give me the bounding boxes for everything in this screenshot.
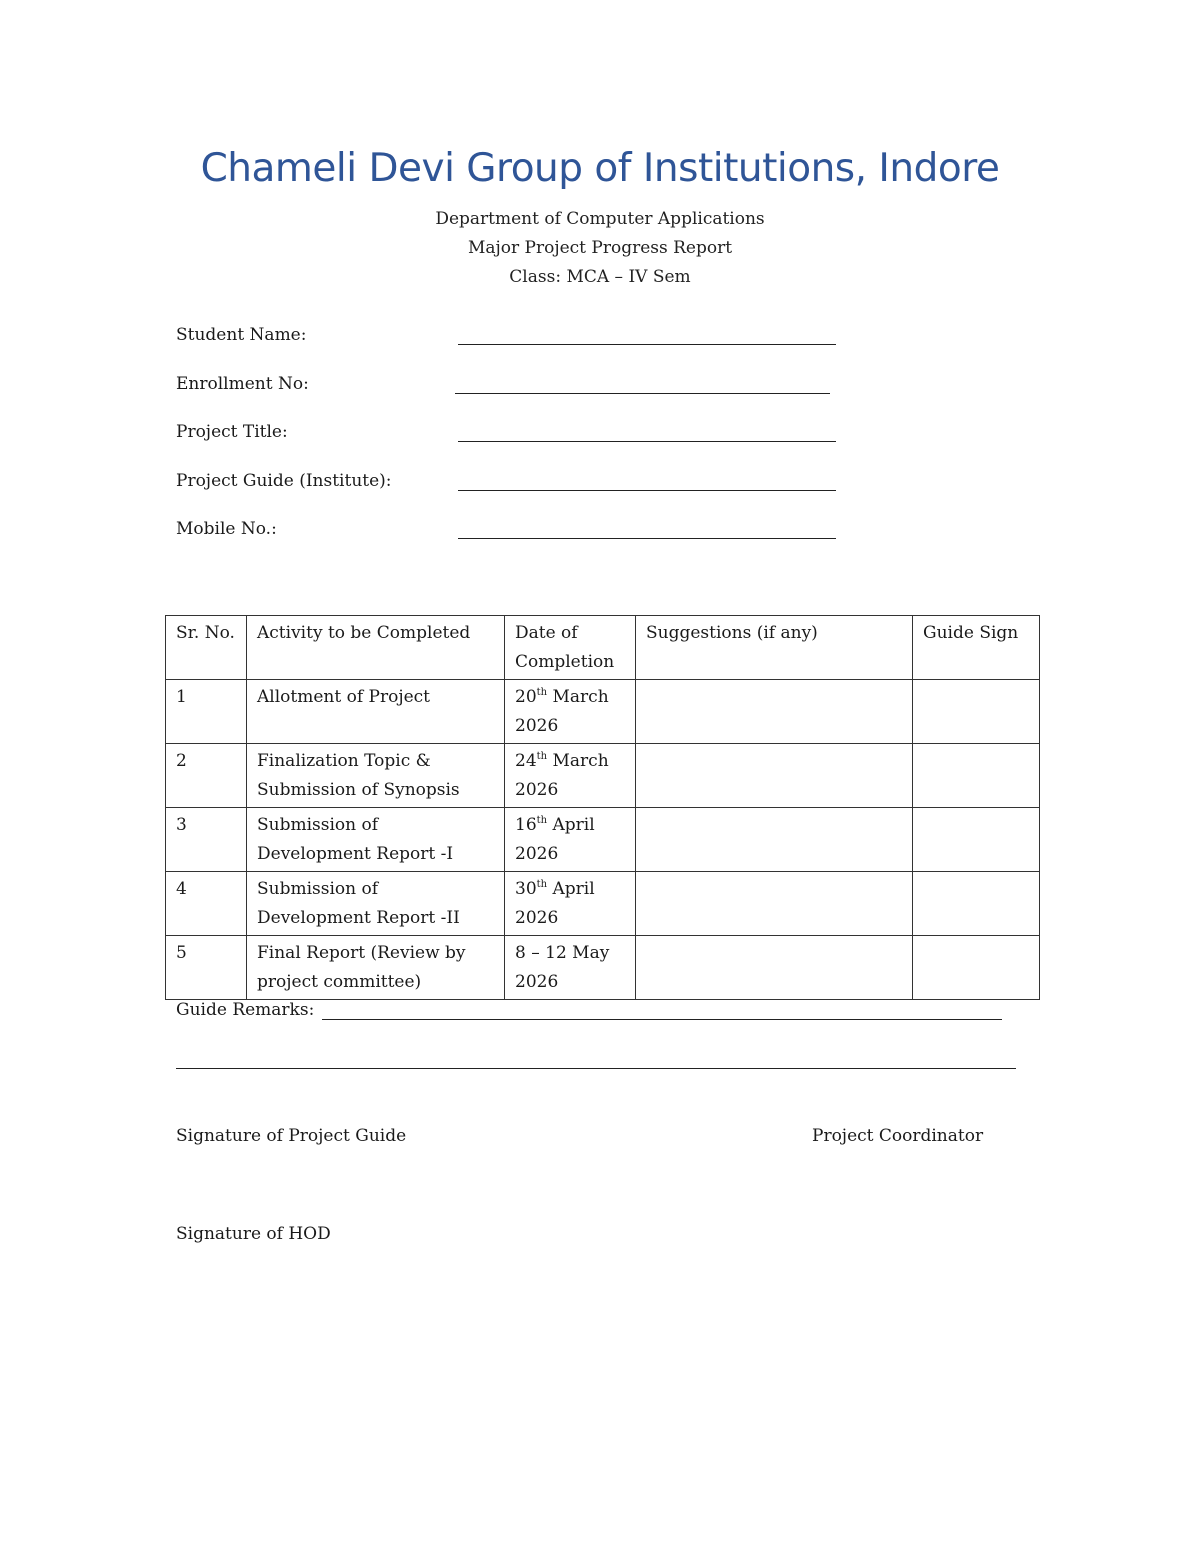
suggestions-cell[interactable] — [636, 808, 913, 872]
date-cell: 8 – 12 May 2026 — [505, 936, 636, 1000]
date-cell: 16th April 2026 — [505, 808, 636, 872]
guide-remarks-label: Guide Remarks: — [176, 1000, 315, 1020]
sr-cell: 1 — [166, 680, 247, 744]
project-title-label: Project Title: — [176, 422, 288, 442]
activity-cell: Allotment of Project — [247, 680, 505, 744]
project-guide-blank[interactable] — [458, 490, 836, 491]
sr-cell: 5 — [166, 936, 247, 1000]
mobile-no-blank[interactable] — [458, 538, 836, 539]
progress-table — [165, 615, 1040, 1000]
class-line: Class: MCA – IV Sem — [509, 267, 691, 287]
table-row — [166, 808, 1040, 872]
table-header-row — [166, 616, 1040, 680]
date-cell: 20th March 2026 — [505, 680, 636, 744]
project-title-blank[interactable] — [458, 441, 836, 442]
activity-cell: Finalization Topic & Submission of Synopsis — [247, 744, 505, 808]
department-line: Department of Computer Applications — [435, 209, 765, 229]
sr-cell: 2 — [166, 744, 247, 808]
guide-sign-cell[interactable] — [913, 680, 1040, 744]
hod-signature-label: Signature of HOD — [176, 1224, 331, 1244]
guide-sign-cell[interactable] — [913, 872, 1040, 936]
guide-sign-cell[interactable] — [913, 936, 1040, 1000]
mobile-no-label: Mobile No.: — [176, 519, 277, 539]
table-row — [166, 680, 1040, 744]
sr-cell: 4 — [166, 872, 247, 936]
suggestions-cell[interactable] — [636, 744, 913, 808]
guide-signature-label: Signature of Project Guide — [176, 1126, 407, 1146]
header-guide-sign: Guide Sign — [913, 616, 1040, 680]
project-guide-label: Project Guide (Institute): — [176, 471, 392, 491]
activity-cell: Submission of Development Report -II — [247, 872, 505, 936]
enrollment-no-label: Enrollment No: — [176, 374, 309, 394]
header-activity: Activity to be Completed — [247, 616, 505, 680]
table-row — [166, 936, 1040, 1000]
header-sr-no: Sr. No. — [166, 616, 247, 680]
student-name-blank[interactable] — [458, 344, 836, 345]
guide-remarks-blank-1[interactable] — [322, 1019, 1002, 1020]
activity-cell: Final Report (Review by project committee) — [247, 936, 505, 1000]
guide-remarks-blank-2[interactable] — [176, 1068, 1016, 1069]
date-cell: 24th March 2026 — [505, 744, 636, 808]
student-name-label: Student Name: — [176, 325, 307, 345]
sr-cell: 3 — [166, 808, 247, 872]
activity-cell: Submission of Development Report -I — [247, 808, 505, 872]
guide-sign-cell[interactable] — [913, 744, 1040, 808]
enrollment-no-blank[interactable] — [455, 393, 830, 394]
date-cell: 30th April 2026 — [505, 872, 636, 936]
guide-sign-cell[interactable] — [913, 808, 1040, 872]
suggestions-cell[interactable] — [636, 680, 913, 744]
institution-title: Chameli Devi Group of Institutions, Indore — [200, 146, 1000, 191]
report-name-line: Major Project Progress Report — [467, 238, 733, 258]
suggestions-cell[interactable] — [636, 936, 913, 1000]
table-row — [166, 872, 1040, 936]
header-date: Date of Completion — [505, 616, 636, 680]
suggestions-cell[interactable] — [636, 872, 913, 936]
coordinator-label: Project Coordinator — [812, 1126, 984, 1146]
table-row — [166, 744, 1040, 808]
header-suggestions: Suggestions (if any) — [636, 616, 913, 680]
